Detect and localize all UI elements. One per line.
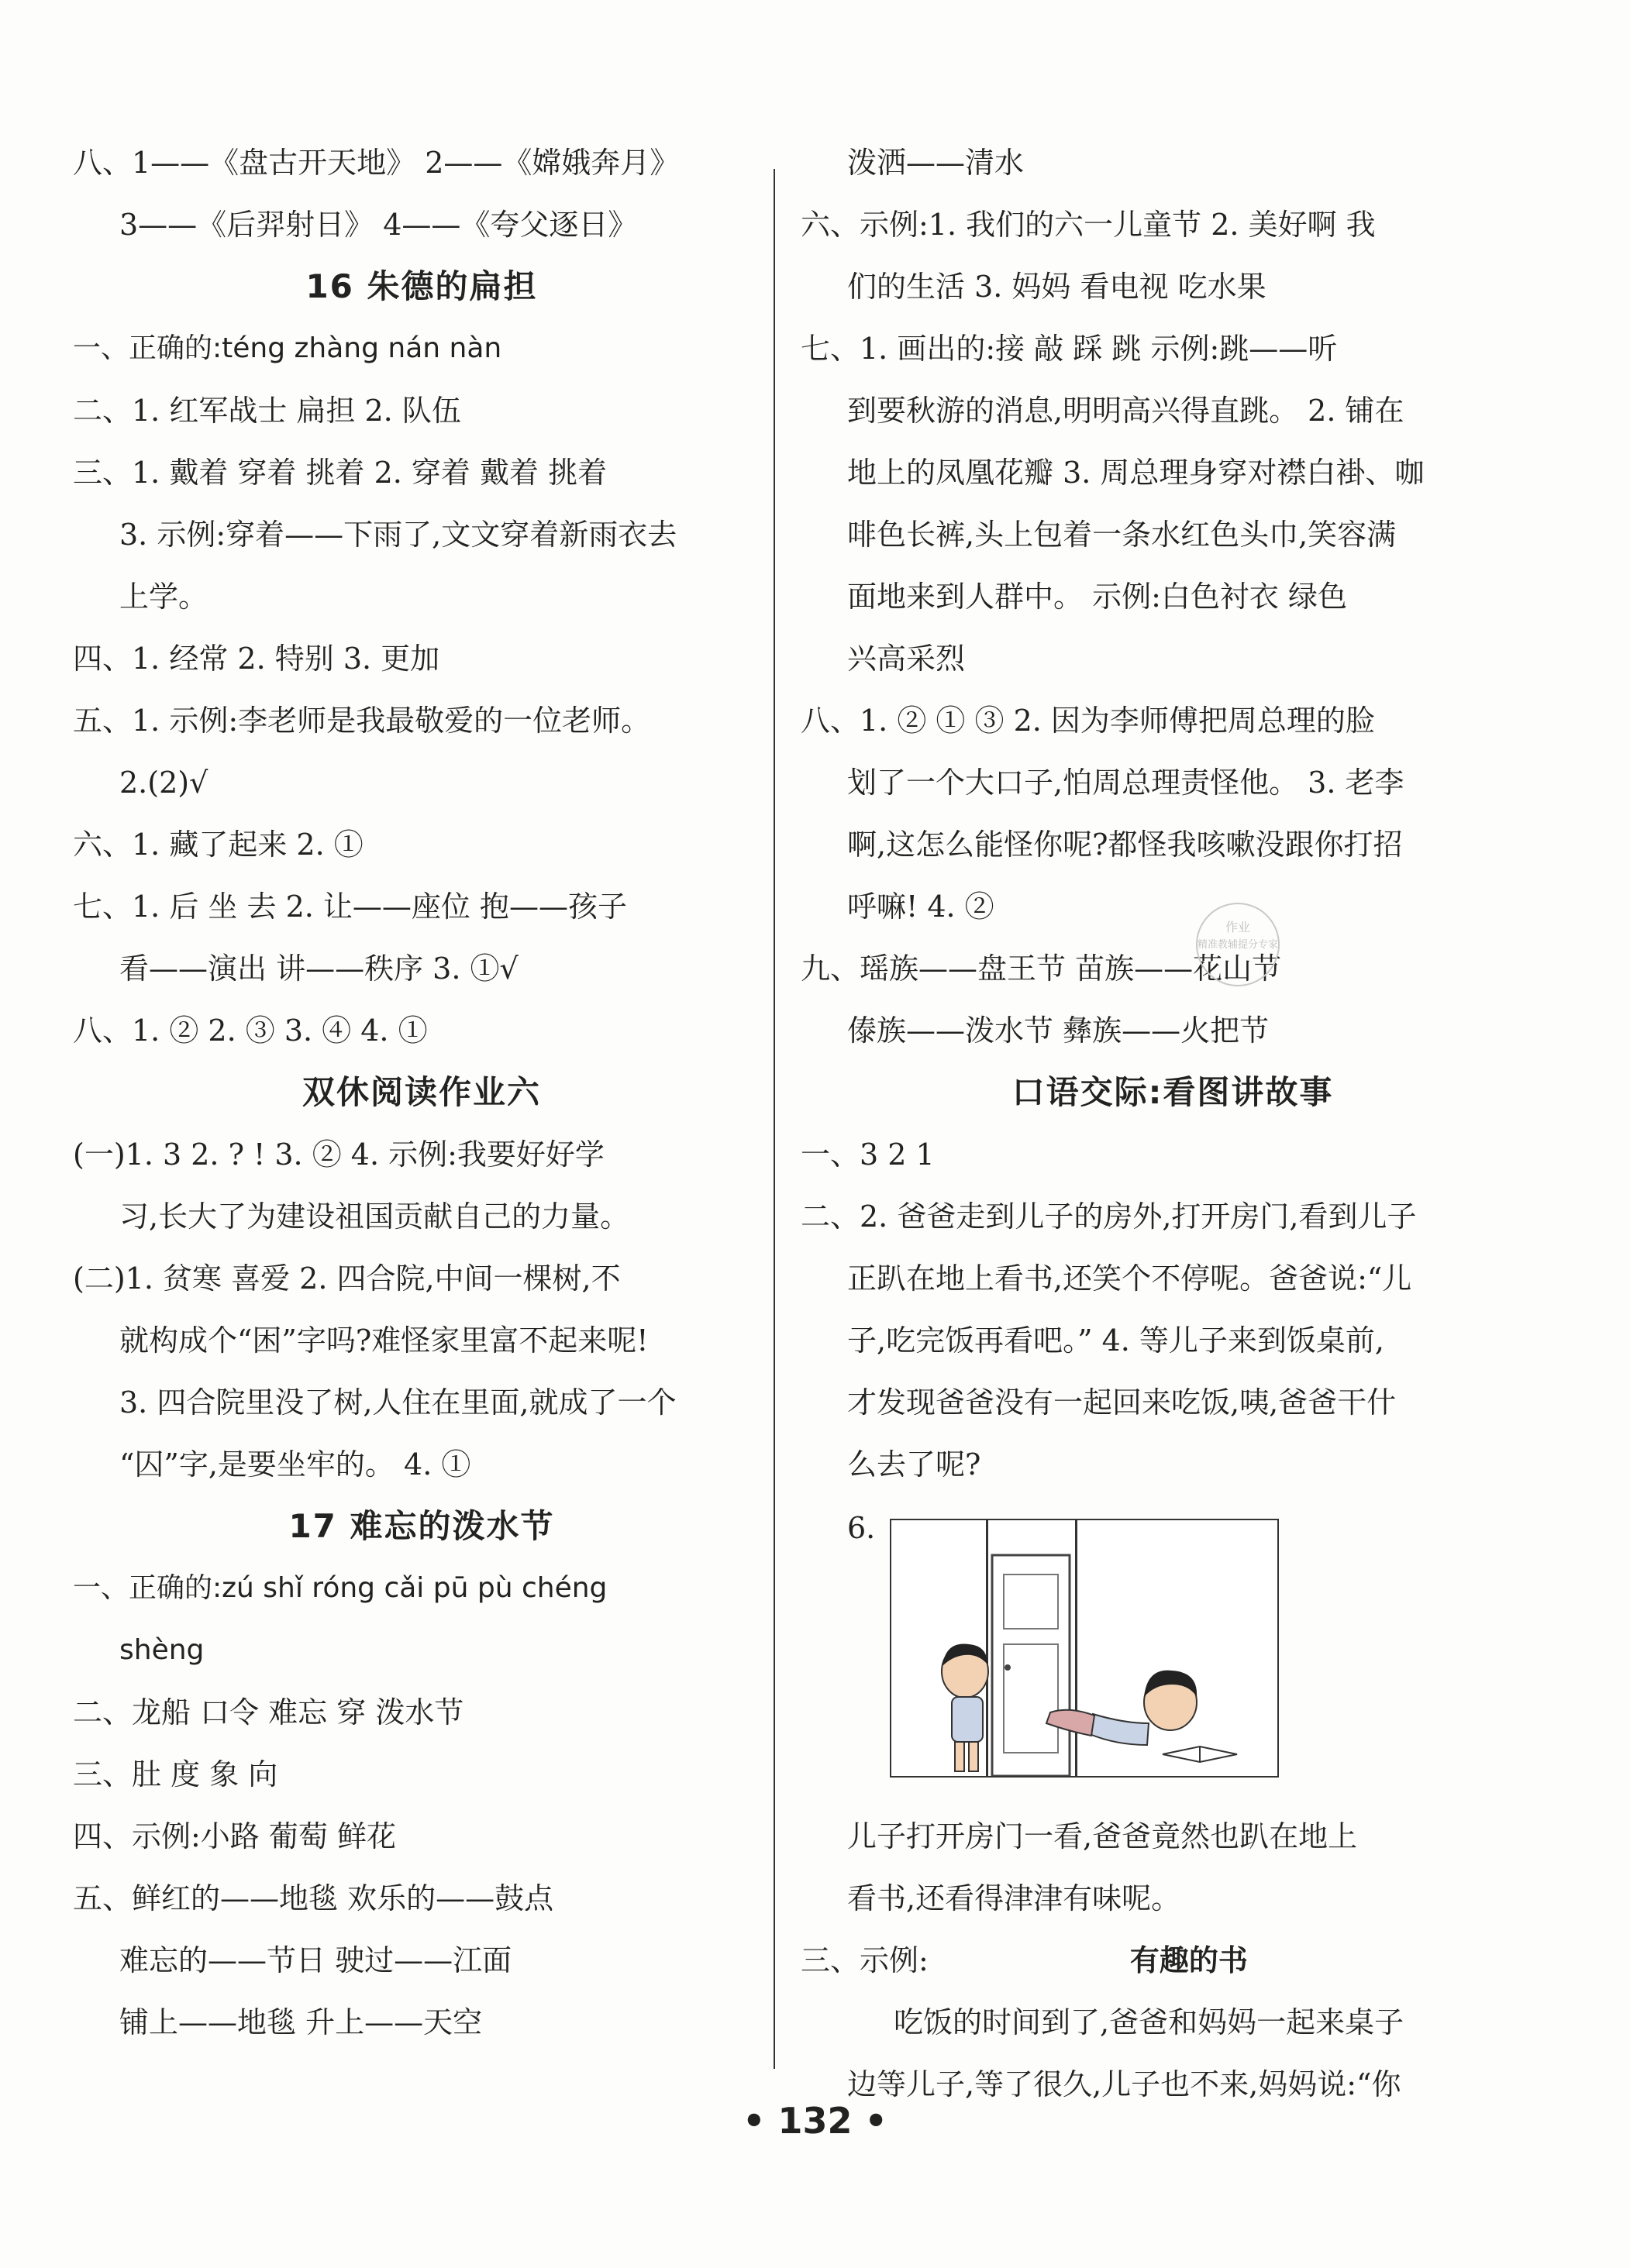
door-frame-right xyxy=(1075,1520,1077,1776)
answer-line: 五、1. 示例:李老师是我最敬爱的一位老师。 xyxy=(73,704,651,738)
answer-line: 3. 示例:穿着——下雨了,文文穿着新雨衣去 xyxy=(119,518,677,552)
answer-line: 二、2. 爸爸走到儿子的房外,打开房门,看到儿子 xyxy=(801,1199,1417,1234)
boy-at-door-leg xyxy=(955,1742,964,1771)
answer-line: 呼嘛! 4. ② xyxy=(847,890,994,924)
stamp-line: 精准教辅提分专家 xyxy=(1198,939,1279,951)
answer-line: 么去了呢? xyxy=(847,1447,981,1482)
section-heading-oral: 口语交际:看图讲故事 xyxy=(1011,1073,1334,1111)
answer-line: 泼洒——清水 xyxy=(847,146,1025,180)
page-number: • 132 • xyxy=(743,2100,887,2142)
answer-line: (二)1. 贫寒 喜爱 2. 四合院,中间一棵树,不 xyxy=(73,1261,621,1296)
answer-line: 看——演出 讲——秩序 3. ①√ xyxy=(119,952,519,986)
answer-line: 划了一个大口子,怕周总理责怪他。 3. 老李 xyxy=(847,766,1404,800)
answer-line: 们的生活 3. 妈妈 看电视 吃水果 xyxy=(847,270,1266,304)
boy-at-door-leg xyxy=(969,1742,978,1771)
answer-line: 一、3 2 1 xyxy=(801,1137,935,1172)
answer-line: 二、龙船 口令 难忘 穿 泼水节 xyxy=(73,1695,464,1729)
answer-line: 三、1. 戴着 穿着 挑着 2. 穿着 戴着 挑着 xyxy=(73,456,608,490)
answer-line: 铺上——地毯 升上——天空 xyxy=(119,2005,483,2039)
answer-line: 到要秋游的消息,明明高兴得直跳。 2. 铺在 xyxy=(847,394,1404,428)
answer-line: 四、1. 经常 2. 特别 3. 更加 xyxy=(73,642,440,676)
essay-title: 有趣的书 xyxy=(1129,1943,1248,1977)
answer-line: 习,长大了为建设祖国贡献自己的力量。 xyxy=(119,1199,630,1234)
stamp-line: 作业 xyxy=(1225,920,1250,934)
answer-line: 七、1. 画出的:接 敲 踩 跳 示例:跳——听 xyxy=(801,332,1338,366)
answer-line: 2.(2)√ xyxy=(119,766,208,800)
lying-figure-body xyxy=(1090,1714,1149,1745)
answer-line: 3——《后羿射日》 4——《夸父逐日》 xyxy=(119,208,638,242)
right-column xyxy=(801,147,1545,2131)
answer-line: 啊,这怎么能怪你呢?都怪我咳嗽没跟你打招 xyxy=(847,828,1403,862)
answer-line: 三、肚 度 象 向 xyxy=(73,1757,278,1791)
answer-line: 七、1. 后 坐 去 2. 让——座位 抱——孩子 xyxy=(73,890,627,924)
story-illustration xyxy=(890,1519,1279,1778)
door-frame-left xyxy=(986,1520,988,1776)
answer-line: 六、1. 藏了起来 2. ① xyxy=(73,828,364,862)
answer-line: 啡色长裤,头上包着一条水红色头巾,笑容满 xyxy=(847,518,1397,552)
answer-line: 地上的凤凰花瓣 3. 周总理身穿对襟白褂、咖 xyxy=(847,456,1425,490)
answer-line: 八、1——《盘古开天地》 2——《嫦娥奔月》 xyxy=(73,146,680,180)
section-heading-16: 16 朱德的扁担 xyxy=(305,267,538,305)
answer-line: 看书,还看得津津有味呢。 xyxy=(847,1881,1181,1915)
section-heading-17: 17 难忘的泼水节 xyxy=(288,1507,555,1545)
answer-line: 四、示例:小路 葡萄 鲜花 xyxy=(73,1819,396,1853)
left-column xyxy=(73,147,770,2069)
figure-label: 6. xyxy=(847,1511,876,1545)
answer-line: 就构成个“困”字吗?难怪家里富不起来呢! xyxy=(119,1323,649,1358)
section-heading-reading: 双休阅读作业六 xyxy=(302,1073,541,1111)
answer-line: 二、1. 红军战士 扁担 2. 队伍 xyxy=(73,394,461,428)
boy-at-door-body xyxy=(952,1697,983,1742)
answer-line: 正趴在地上看书,还笑个不停呢。爸爸说:“儿 xyxy=(847,1261,1412,1296)
illustration-svg xyxy=(891,1520,1277,1776)
column-divider xyxy=(774,169,775,2069)
answer-line: 八、1. ② 2. ③ 3. ④ 4. ① xyxy=(73,1014,428,1048)
essay-line: 边等儿子,等了很久,儿子也不来,妈妈说:“你 xyxy=(847,2067,1401,2101)
essay-prefix: 三、示例: xyxy=(801,1943,929,1977)
answer-line: 子,吃完饭再看吧。” 4. 等儿子来到饭桌前, xyxy=(847,1323,1385,1358)
answer-line: 才发现爸爸没有一起回来吃饭,咦,爸爸干什 xyxy=(847,1385,1397,1420)
answer-line: 一、正确的:zú shǐ róng cǎi pū pù chéng xyxy=(73,1572,608,1604)
answer-line: 八、1. ② ① ③ 2. 因为李师傅把周总理的脸 xyxy=(801,704,1375,738)
answer-line: 一、正确的:téng zhàng nán nàn xyxy=(73,332,502,364)
essay-line: 吃饭的时间到了,爸爸和妈妈一起来桌子 xyxy=(894,2005,1404,2039)
answer-line: 难忘的——节日 驶过——江面 xyxy=(119,1943,512,1977)
door-panel-bottom xyxy=(1004,1644,1058,1753)
answer-line: shèng xyxy=(119,1634,205,1666)
figure-row xyxy=(801,1511,1545,1821)
answer-line: “囚”字,是要坐牢的。 4. ① xyxy=(119,1447,471,1482)
answer-line: 面地来到人群中。 示例:白色衬衣 绿色 xyxy=(847,580,1347,614)
answer-line: 九、瑶族——盘王节 苗族——花山节 xyxy=(801,952,1282,986)
answer-line: 傣族——泼水节 彝族——火把节 xyxy=(847,1014,1270,1048)
answer-line: 儿子打开房门一看,爸爸竟然也趴在地上 xyxy=(847,1819,1358,1853)
answer-line: 上学。 xyxy=(119,580,208,614)
door-panel-top xyxy=(1004,1575,1058,1629)
door-knob xyxy=(1005,1664,1011,1671)
watermark-stamp xyxy=(1196,903,1280,986)
answer-line: 3. 四合院里没了树,人住在里面,就成了一个 xyxy=(119,1385,677,1420)
answer-line: 六、示例:1. 我们的六一儿童节 2. 美好啊 我 xyxy=(801,208,1376,242)
answer-line: 五、鲜红的——地毯 欢乐的——鼓点 xyxy=(73,1881,554,1915)
essay-title-line xyxy=(801,1945,1545,2007)
answer-line: 兴高采烈 xyxy=(847,642,966,676)
answer-line: (一)1. 3 2. ? ! 3. ② 4. 示例:我要好好学 xyxy=(73,1137,605,1172)
